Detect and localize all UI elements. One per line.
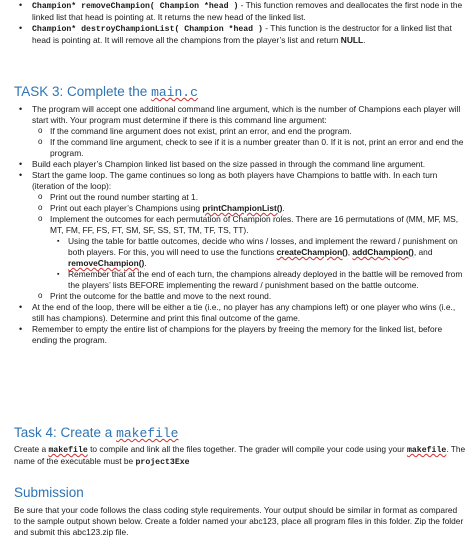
sub-list-item bbox=[14, 203, 466, 214]
heading-text: Task 4: Create a bbox=[14, 425, 117, 440]
inline-code: makefile bbox=[406, 446, 447, 455]
task3-heading bbox=[14, 83, 198, 101]
punctuation: . bbox=[144, 258, 147, 268]
paragraph-text: . The name of the executable must be bbox=[14, 444, 466, 466]
punctuation: , and bbox=[413, 247, 433, 257]
list-item: • Start the game loop. The game continues so long as both players have Champions to battle with. In each turn (iteration of the loop): bbox=[14, 170, 466, 192]
submission-heading: Submission bbox=[14, 485, 84, 500]
function-signature: Champion* destroyChampionList( Champion *head ) bbox=[32, 25, 263, 34]
list-item: • Remember to empty the entire list of champions for the players by freeing the memory for the linked list, before ending the program. bbox=[14, 324, 466, 346]
paragraph-text: to compile and link all the files together. The grader will compile your code using your bbox=[87, 444, 407, 454]
function-name: addChampion() bbox=[352, 247, 414, 257]
item-text: Print out each player’s Champions using bbox=[50, 203, 203, 213]
sub-list-item: o If the command line argument does not exist, print an error, and end the program. bbox=[14, 126, 466, 137]
executable-name: project3Exe bbox=[135, 458, 190, 467]
function-name: removeChampion() bbox=[68, 258, 145, 268]
inline-code: makefile bbox=[48, 446, 88, 455]
function-name: printChampionList() bbox=[202, 203, 283, 213]
list-item: • The program will accept one additional command line argument, which is the number of Champions each player will start with. Your program must determine if there is this command line argument: bbox=[14, 104, 466, 126]
sub-sub-list-item bbox=[14, 236, 466, 269]
punctuation: , bbox=[347, 247, 353, 257]
sub-list-item: o Implement the outcomes for each permutation of Champion roles. There are 16 permutations of (MM, MF, MS, MT, FM, FF, FS, FT, SM, SF, SS, ST, TM, TF, TS, TT). bbox=[14, 214, 466, 236]
item-text: Using the table for battle outcomes, decide who wins / losses, and implement the reward / punishment on both players. For this, you will need to use the functions bbox=[68, 236, 458, 257]
task3-list bbox=[14, 104, 466, 346]
function-description: - This function is the destructor for a linked list that head is pointing at. It will remove all the champions from the player’s list and return bbox=[32, 23, 452, 45]
paragraph-text: Create a bbox=[14, 444, 49, 454]
null-keyword: NULL bbox=[340, 35, 364, 45]
sub-list-item: o If the command line argument, check to see if it is a number greater than 0. If it is not, print an error and end the program. bbox=[14, 137, 466, 159]
punctuation: . bbox=[363, 35, 366, 45]
punctuation: . bbox=[282, 203, 285, 213]
submission-paragraph: Be sure that your code follows the class coding style requirements. Your output should be similar in format as compared to the sample output shown below. Create a folder named your abc123, place all program files in this folder. Zip the folder and submit this abc123.zip file. bbox=[14, 505, 464, 537]
function-name: createChampion() bbox=[276, 247, 348, 257]
list-item: • At the end of the loop, there will be either a tie (i.e., no player has any champions left) or one player who wins (i.e., still has champions). Determine and print this final outcome of the game. bbox=[14, 302, 466, 324]
list-item bbox=[14, 23, 466, 46]
function-description: - This function removes and deallocates the first node in the linked list that head is pointing at. It returns the new head of the linked list. bbox=[32, 0, 463, 22]
heading-code: makefile bbox=[116, 426, 179, 441]
sub-list-item: o Print out the round number starting at 1. bbox=[14, 192, 466, 203]
task4-paragraph bbox=[14, 444, 466, 468]
list-item: • Build each player’s Champion linked list based on the size passed in through the command line argument. bbox=[14, 159, 466, 170]
task4-heading bbox=[14, 424, 178, 442]
heading-text: TASK 3: Complete the bbox=[14, 84, 152, 99]
function-signature: Champion* removeChampion( Champion *head ) bbox=[32, 2, 239, 11]
function-list bbox=[14, 0, 466, 46]
sub-list-item: o Print the outcome for the battle and move to the next round. bbox=[14, 291, 466, 302]
sub-sub-list-item: ▪ Remember that at the end of each turn, the champions already deployed in the battle will be removed from the players’ lists BEFORE implementing the reward / punishment based on the battle outcome. bbox=[14, 269, 466, 291]
list-item bbox=[14, 0, 466, 23]
heading-code: main.c bbox=[151, 85, 198, 100]
